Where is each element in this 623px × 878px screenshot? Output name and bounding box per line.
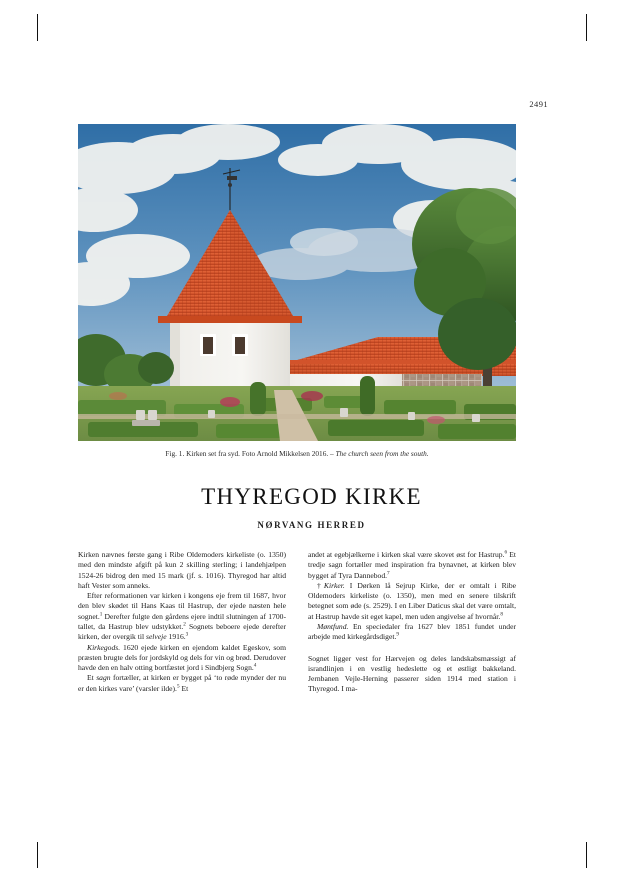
italic-term: selveje xyxy=(145,632,167,642)
paragraph xyxy=(78,591,286,642)
footnote-marker: 2 xyxy=(183,621,186,628)
text-run: 1916. xyxy=(166,632,186,642)
italic-term: Kirkegods. xyxy=(87,642,121,652)
text-run: andet at egebjælkerne i kirken skal være skovet øst for Hastrup. xyxy=(308,550,505,559)
italic-term: sagn xyxy=(96,673,111,683)
figure-caption-italic: The church seen from the south. xyxy=(335,449,429,458)
body-columns xyxy=(78,550,516,695)
paragraph xyxy=(308,654,516,695)
text-run: 1620 ejede kirken en ejendom kaldet Egeskov, som præsten brugte dels for jordskyld og dels for vin og brød. Derudover havde den en halv otting bortfæstet jord i Sindbjerg Sogn. xyxy=(78,642,286,673)
crop-mark-bottom-right xyxy=(586,842,587,868)
page-title: THYREGOD KIRKE xyxy=(201,484,422,509)
text-run: Et tredje sagn fortæller med inspiration fra bynavnet, at kirken blev bygget af Tyra Dannebod. xyxy=(308,550,516,580)
text-run: En speciedaler fra 1627 blev 1851 fundet under arbejde med kirkegårdsdiget. xyxy=(308,621,516,642)
footnote-marker: 1 xyxy=(99,611,103,618)
text-run: Kirken nævnes første gang i Ribe Oldemoders kirkeliste (o. 1350) med den mindste afgift på kun 2 skilling sterling; i landehjælpen 1524-26 bidrog den med 15 mark (jf. s. 1016). Thyregod har altid haft Vester som anneks. xyxy=(78,550,286,590)
paragraph xyxy=(308,550,516,581)
footnote-marker: 4 xyxy=(253,662,257,669)
footnote-marker: 7 xyxy=(387,570,390,577)
figure-1 xyxy=(78,124,516,441)
crop-mark-top-left xyxy=(37,14,38,41)
text-run: † xyxy=(317,580,324,590)
text-run: Et xyxy=(87,673,97,683)
paragraph xyxy=(308,581,516,622)
footnote-marker: 3 xyxy=(185,631,189,638)
page-subtitle: NØRVANG HERRED xyxy=(257,520,366,530)
footnote-marker: 5 xyxy=(176,683,180,690)
text-run: Et xyxy=(179,683,189,693)
text-run: Sognets beboere ejede derefter kirken, der overgik til xyxy=(78,621,286,642)
paragraph xyxy=(78,643,286,674)
paragraph xyxy=(78,673,286,694)
text-run: Derefter fulgte den gårdens ejere indtil slutningen af 1700-tallet, da Hastrup blev udstykket. xyxy=(78,611,286,631)
text-run: Efter reformationen var kirken i kongens eje frem til 1687, hvor den blev skødet til Hans Kaas til Hastrup, der ejede næsten hele sognet. xyxy=(78,591,286,621)
church-photo xyxy=(78,124,516,441)
text-run: fortæller, at kirken er bygget på ‘to røde mynder der nu er den kirkes vare’ (varsler ilde). xyxy=(78,673,287,693)
left-column xyxy=(78,550,286,695)
italic-term: Kirker. xyxy=(323,580,345,590)
paragraph xyxy=(308,622,516,643)
page-number: 2491 xyxy=(529,99,548,109)
right-column xyxy=(308,550,516,695)
figure-caption-main: Fig. 1. Kirken set fra syd. Foto Arnold Mikkelsen 2016. – xyxy=(165,449,336,458)
footnote-marker: 9 xyxy=(396,631,399,638)
text-run: Sognet ligger vest for Hærvejen og deles landskabsmæssigt af israndlinjen i en vestlig hedeslette og et østligt bakkeland. Jernbanen Vejle-Herning passerer siden 1914 med station i Thyregod. I ma- xyxy=(308,653,516,694)
crop-mark-bottom-left xyxy=(37,842,38,868)
text-run: I Dørken lå Sejrup Kirke, der er omtalt i Ribe Oldemoders kirkeliste (o. 1350), men med en senere tilskrift betegnet som øde (s. 2529). I en Liber Daticus skal det være omtalt, at Hastrup havde sit eget kapel, men uden angivelse af hvornår. xyxy=(308,580,517,621)
crop-mark-top-right xyxy=(586,14,587,41)
footnote-marker: 8 xyxy=(500,611,503,618)
figure-caption xyxy=(78,449,516,459)
paragraph xyxy=(78,550,286,591)
italic-term: Møntfund. xyxy=(317,621,349,631)
footnote-marker: 6 xyxy=(504,549,508,556)
church-photo-illustration xyxy=(78,124,516,441)
